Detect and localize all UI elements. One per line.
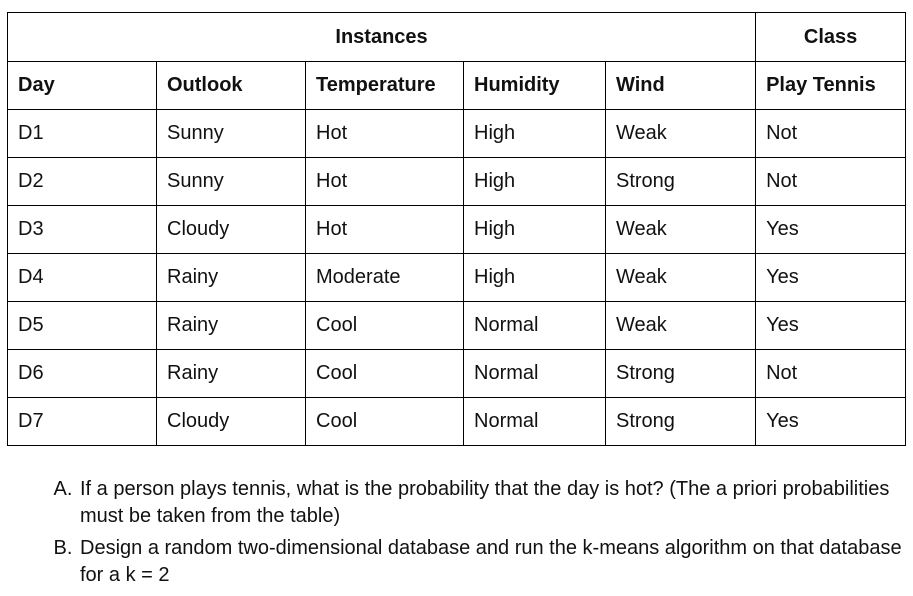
column-header-humidity: Humidity [464, 62, 606, 110]
cell-temperature: Hot [306, 206, 464, 254]
cell-play-tennis: Not [756, 350, 906, 398]
play-tennis-table [7, 12, 906, 446]
cell-humidity: High [464, 158, 606, 206]
cell-play-tennis: Yes [756, 206, 906, 254]
cell-humidity: Normal [464, 398, 606, 446]
cell-humidity: Normal [464, 350, 606, 398]
cell-outlook: Rainy [157, 302, 306, 350]
question-b: B. Design a random two-dimensional database and run the k-means algorithm on that database for a k = 2 [78, 535, 913, 589]
cell-temperature: Hot [306, 110, 464, 158]
cell-day: D4 [8, 254, 157, 302]
table-row [8, 398, 906, 446]
table-row [8, 254, 906, 302]
cell-humidity: High [464, 254, 606, 302]
cell-outlook: Cloudy [157, 206, 306, 254]
cell-wind: Weak [606, 110, 756, 158]
cell-play-tennis: Not [756, 110, 906, 158]
cell-day: D3 [8, 206, 157, 254]
table-row [8, 110, 906, 158]
cell-day: D7 [8, 398, 157, 446]
cell-wind: Strong [606, 158, 756, 206]
column-header-wind: Wind [606, 62, 756, 110]
cell-day: D2 [8, 158, 157, 206]
question-a: A. If a person plays tennis, what is the probability that the day is hot? (The a priori probabilities must be taken from the table) [78, 476, 913, 530]
cell-outlook: Cloudy [157, 398, 306, 446]
cell-outlook: Rainy [157, 254, 306, 302]
cell-wind: Strong [606, 350, 756, 398]
question-list [38, 476, 913, 594]
cell-humidity: High [464, 206, 606, 254]
cell-play-tennis: Yes [756, 398, 906, 446]
cell-play-tennis: Yes [756, 254, 906, 302]
cell-wind: Strong [606, 398, 756, 446]
cell-outlook: Rainy [157, 350, 306, 398]
column-header-play-tennis: Play Tennis [756, 62, 906, 110]
cell-wind: Weak [606, 254, 756, 302]
cell-wind: Weak [606, 302, 756, 350]
cell-humidity: Normal [464, 302, 606, 350]
column-header-outlook: Outlook [157, 62, 306, 110]
cell-temperature: Hot [306, 158, 464, 206]
cell-humidity: High [464, 110, 606, 158]
table-group-header-row [8, 13, 906, 62]
cell-outlook: Sunny [157, 158, 306, 206]
cell-play-tennis: Not [756, 158, 906, 206]
cell-temperature: Cool [306, 302, 464, 350]
class-header: Class [756, 13, 906, 62]
cell-outlook: Sunny [157, 110, 306, 158]
table-row [8, 302, 906, 350]
cell-temperature: Cool [306, 398, 464, 446]
cell-temperature: Moderate [306, 254, 464, 302]
instances-header: Instances [8, 13, 756, 62]
table-row [8, 158, 906, 206]
cell-day: D5 [8, 302, 157, 350]
cell-day: D1 [8, 110, 157, 158]
column-header-temperature: Temperature [306, 62, 464, 110]
table-row [8, 350, 906, 398]
cell-temperature: Cool [306, 350, 464, 398]
cell-day: D6 [8, 350, 157, 398]
table-row [8, 206, 906, 254]
table-column-header-row [8, 62, 906, 110]
cell-wind: Weak [606, 206, 756, 254]
cell-play-tennis: Yes [756, 302, 906, 350]
column-header-day: Day [8, 62, 157, 110]
